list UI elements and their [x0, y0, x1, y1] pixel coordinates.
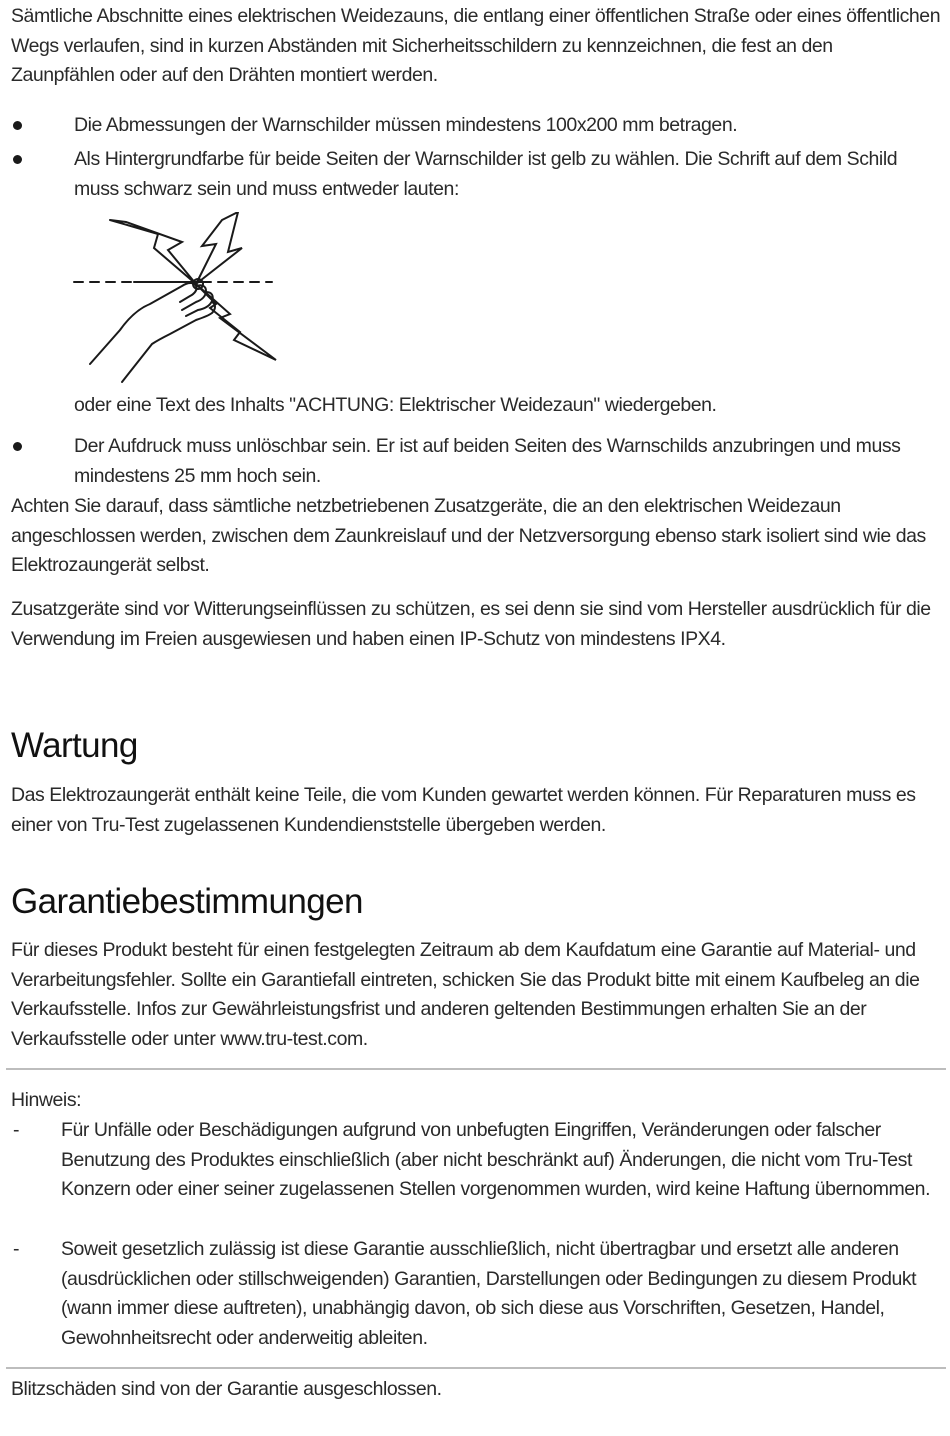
note-item-text: Soweit gesetzlich zulässig ist diese Garantie ausschließlich, nicht übertragbar und ersetzt alle anderen (ausdrücklichen oder stillschweigenden) Garantien, Darstellungen oder Bedingungen zu diesem Produkt (wann immer diese auftreten), unabhängig davon, ob sich diese aus Vorschriften, Gesetzen, Handel, Gewohnheitsrecht oder anderweitig ableiten. — [61, 1238, 917, 1349]
dash-marker: - — [13, 1119, 20, 1141]
sign-alternative-text: oder eine Text des Inhalts "ACHTUNG: Elektrischer Weidezaun" wiedergeben. — [74, 394, 717, 416]
note-label: Hinweis: — [11, 1089, 82, 1111]
dash-marker: - — [13, 1238, 20, 1260]
bullet-item — [11, 111, 941, 141]
electric-fence-warning-icon — [70, 212, 285, 387]
divider — [6, 1367, 946, 1369]
weather-paragraph: Zusatzgeräte sind vor Witterungseinflüssen zu schützen, es sei denn sie sind vom Hersteller ausdrücklich für die Verwendung im Freien ausgewiesen und haben einen IP-Schutz von mindestens IPX4. — [11, 598, 931, 650]
note-item — [11, 1116, 941, 1236]
warranty-heading: Garantiebestimmungen — [11, 882, 363, 921]
bullet-dot-icon — [13, 442, 22, 451]
bullet-item — [11, 432, 941, 492]
bullet-dot-icon — [13, 121, 22, 130]
warranty-paragraph: Für dieses Produkt besteht für einen festgelegten Zeitraum ab dem Kaufdatum eine Garantie auf Material- und Verarbeitungsfehler. Sollte ein Garantiefall eintreten, schicken Sie das Produkt bitte mit einem Kaufbeleg an die Verkaufsstelle. Infos zur Gewährleistungsfrist und anderen geltenden Bestimmungen erhalten Sie an der Verkaufsstelle oder unter www.tru-test.com. — [11, 939, 920, 1050]
bullet-dot-icon — [13, 155, 22, 164]
bullet-item — [11, 145, 941, 205]
isolation-paragraph: Achten Sie darauf, dass sämtliche netzbetriebenen Zusatzgeräte, die an den elektrischen Weidezaun angeschlossen werden, zwischen dem Zaunkreislauf und der Netzversorgung ebenso stark isoliert sind wie das Elektrozaungerät selbst. — [11, 495, 926, 577]
bullet-text: Die Abmessungen der Warnschilder müssen mindestens 100x200 mm betragen. — [74, 114, 738, 136]
divider — [6, 1068, 946, 1070]
note-item — [11, 1235, 941, 1355]
bullet-text: Als Hintergrundfarbe für beide Seiten der Warnschilder ist gelb zu wählen. Die Schrift auf dem Schild muss schwarz sein und muss entweder lauten: — [74, 148, 898, 200]
maintenance-heading: Wartung — [11, 726, 138, 765]
maintenance-paragraph: Das Elektrozaungerät enthält keine Teile, die vom Kunden gewartet werden können. Für Reparaturen muss es einer von Tru-Test zugelassenen Kundendienststelle übergeben werden. — [11, 784, 916, 836]
note-item-text: Für Unfälle oder Beschädigungen aufgrund von unbefugten Eingriffen, Veränderungen oder falscher Benutzung des Produktes einschließlich (aber nicht beschränkt auf) Änderungen, die nicht vom Tru-Test Konzern oder einer seiner zugelassenen Stellen vorgenommen wurden, wird keine Haftung übernommen. — [61, 1119, 931, 1201]
footer-text: Blitzschäden sind von der Garantie ausgeschlossen. — [11, 1378, 442, 1400]
bullet-text: Der Aufdruck muss unlöschbar sein. Er ist auf beiden Seiten des Warnschilds anzubringen und muss mindestens 25 mm hoch sein. — [74, 435, 901, 487]
intro-paragraph: Sämtliche Abschnitte eines elektrischen Weidezauns, die entlang einer öffentlichen Straße oder eines öffentlichen Wegs verlaufen, sind in kurzen Abständen mit Sicherheitsschildern zu kennzeichnen, die fest an den Zaunpfählen oder auf den Drähten montiert werden. — [11, 5, 941, 87]
